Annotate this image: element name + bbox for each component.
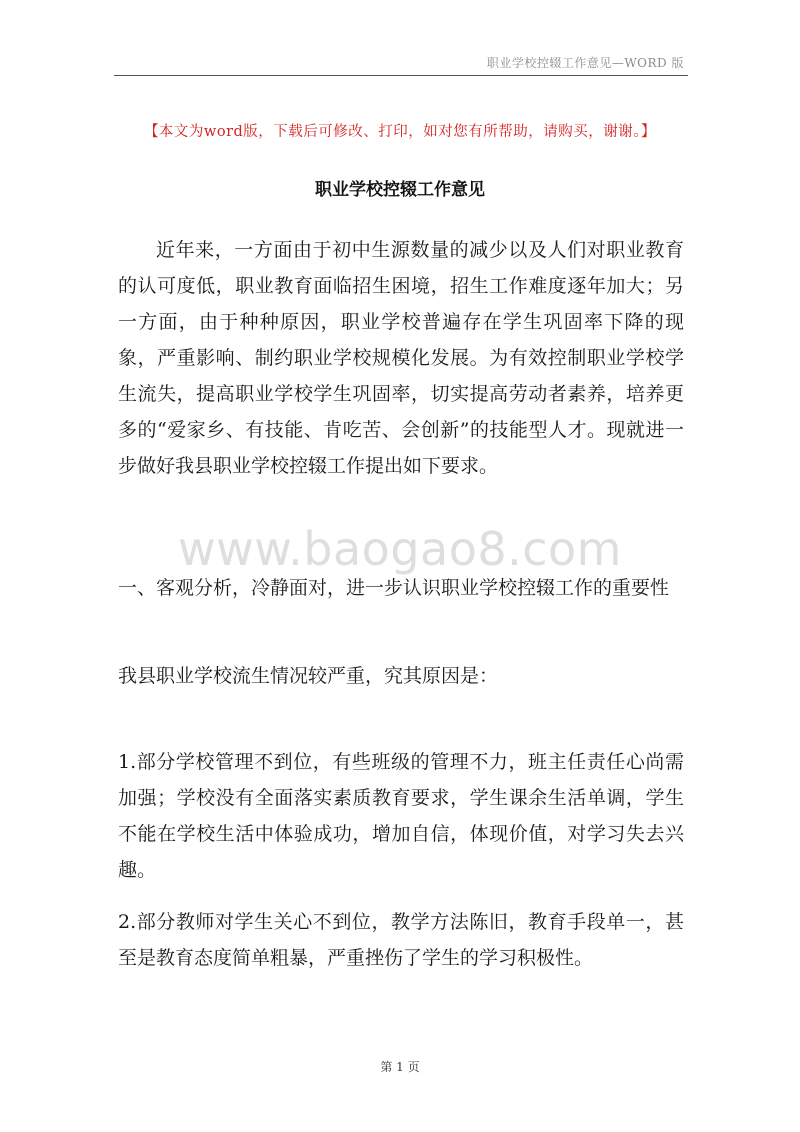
- purchase-notice: 【本文为word版，下载后可修改、打印，如对您有所帮助，请购买，谢谢。】: [143, 124, 657, 140]
- header-divider: [114, 75, 688, 76]
- intro-paragraph: 近年来，一方面由于初中生源数量的减少以及人们对职业教育的认可度低，职业教育面临招生困境，招生工作难度逐年加大；另一方面，由于种种原因，职业学校普遍存在学生巩固率下降的现象，严重影响、制约职业学校规模化发展。为有效控制职业学校学生流失，提高职业学校学生巩固率，切实提高劳动者素养，培养更多的“爱家乡、有技能、肯吃苦、会创新”的技能型人才。现就进一步做好我县职业学校控辍工作提出如下要求。: [118, 239, 684, 477]
- reason-intro-paragraph: 我县职业学校流生情况较严重，究其原因是：: [118, 665, 499, 687]
- document-title: 职业学校控辍工作意见: [315, 180, 485, 200]
- section-heading: 一、客观分析，冷静面对，进一步认识职业学校控辍工作的重要性: [118, 577, 670, 599]
- list-item: 1.部分学校管理不到位，有些班级的管理不力，班主任责任心尚需加强；学校没有全面落实素质教育要求，学生课余生活单调，学生不能在学校生活中体验成功，增加自信，体现价值，对学习失去兴趣。: [118, 751, 684, 881]
- page-header: 职业学校控辍工作意见—WORD 版: [486, 56, 684, 70]
- list-item: 2.部分教师对学生关心不到位，教学方法陈旧，教育手段单一，甚至是教育态度简单粗暴，严重挫伤了学生的学习积极性。: [118, 911, 684, 969]
- page-number: 第 1 页: [380, 1060, 420, 1074]
- watermark: www.baogao8.com: [178, 522, 622, 576]
